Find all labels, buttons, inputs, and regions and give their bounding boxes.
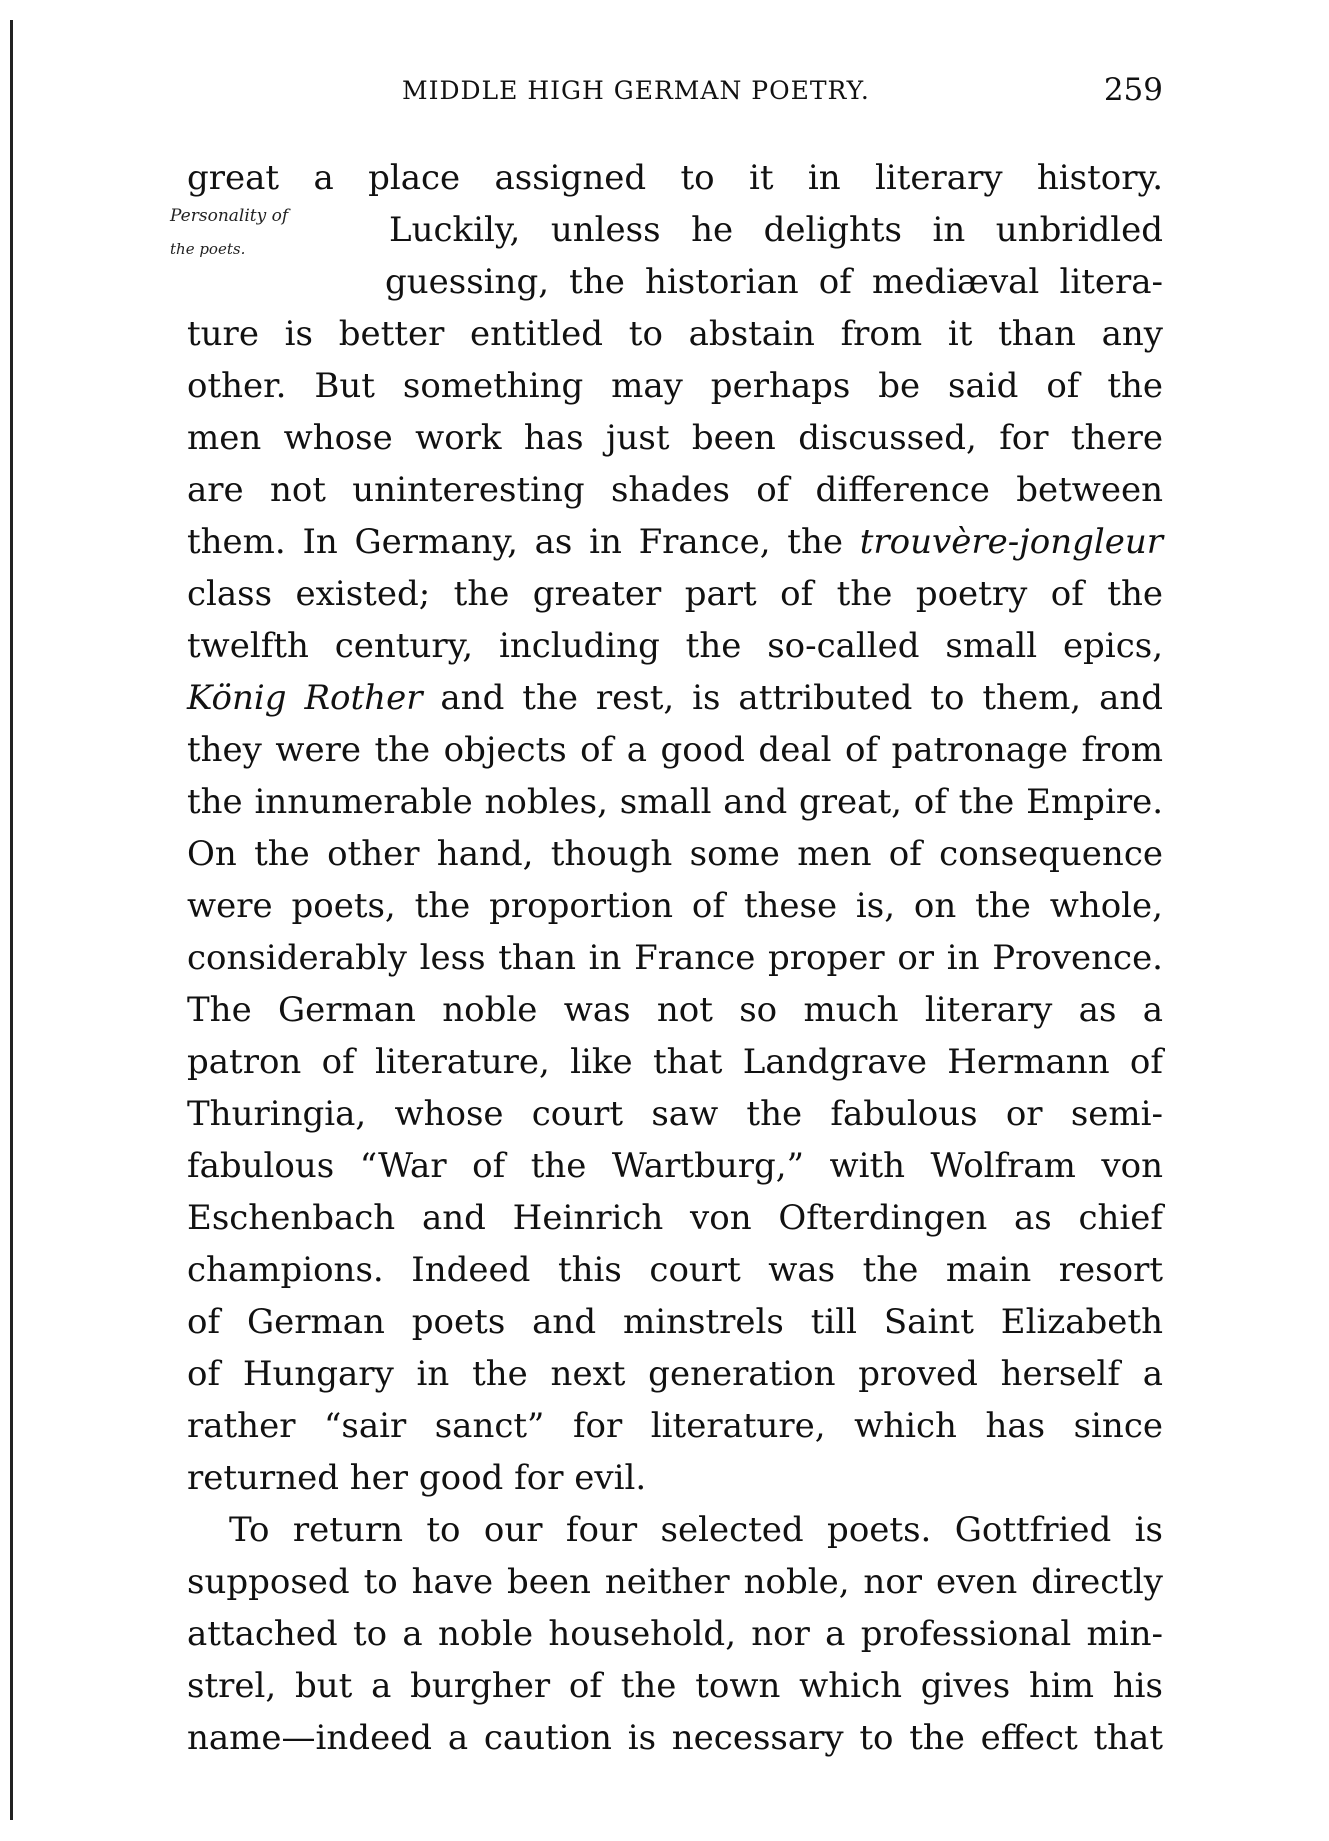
text-line: were poets, the proportion of these is, on the whole, [187, 886, 1163, 926]
text-line: Eschenbach and Heinrich von Ofterdingen as chief [187, 1198, 1163, 1238]
text-line: guessing, the historian of mediæval litera- [385, 262, 1163, 302]
paragraph-2 [187, 1504, 1163, 1764]
text-line: Luckily, unless he delights in unbridled [389, 210, 1163, 250]
text-span: them. In Germany, as in France, the [187, 522, 860, 562]
margin-note-line1: Personality of [170, 206, 289, 226]
text-line: strel, but a burgher of the town which gives him his [187, 1666, 1163, 1706]
text-line: rather “sair sanct” for literature, which has since [187, 1406, 1163, 1446]
text-line: To return to our four selected poets. Gottfried is [229, 1510, 1163, 1550]
body-text [187, 152, 1163, 1764]
italic-title: König Rother [187, 678, 423, 718]
text-line: supposed to have been neither noble, nor even directly [187, 1562, 1163, 1602]
text-line: The German noble was not so much literary as a [187, 990, 1163, 1030]
text-line: of Hungary in the next generation proved herself a [187, 1354, 1163, 1394]
text-line: great a place assigned to it in literary history. [187, 158, 1163, 198]
text-line: class existed; the greater part of the poetry of the [187, 574, 1163, 614]
text-line: they were the objects of a good deal of patronage from [187, 730, 1163, 770]
text-line: of German poets and minstrels till Saint Elizabeth [187, 1302, 1163, 1342]
paragraph-1 [187, 152, 1163, 1504]
text-line: champions. Indeed this court was the main resort [187, 1250, 1163, 1290]
text-line: patron of literature, like that Landgrave Hermann of [187, 1042, 1163, 1082]
text-span: and the rest, is attributed to them, and [422, 678, 1163, 718]
text-line: the innumerable nobles, small and great, of the Empire. [187, 782, 1163, 822]
text-line: are not uninteresting shades of difference between [187, 470, 1163, 510]
text-line [187, 672, 1163, 724]
page-header [187, 72, 1163, 112]
italic-title: trouvère-jongleur [859, 522, 1163, 562]
text-line: fabulous “War of the Wartburg,” with Wolfram von [187, 1146, 1163, 1186]
text-line: considerably less than in France proper or in Provence. [187, 938, 1163, 978]
running-title: MIDDLE HIGH GERMAN POETRY. [402, 76, 870, 105]
text-line: attached to a noble household, nor a professional min- [187, 1614, 1163, 1654]
text-line: returned her good for evil. [187, 1458, 647, 1498]
page-number: 259 [1103, 72, 1163, 108]
margin-note-line2: the poets. [170, 240, 246, 258]
text-line [187, 516, 1163, 568]
page-edge [10, 20, 13, 1820]
text-line: name—indeed a caution is necessary to the effect that [187, 1718, 1163, 1758]
text-line: On the other hand, though some men of consequence [187, 834, 1163, 874]
text-line: ture is better entitled to abstain from it than any [187, 314, 1163, 354]
text-line: other. But something may perhaps be said of the [187, 366, 1163, 406]
text-line: twelfth century, including the so-called small epics, [187, 626, 1163, 666]
text-line: men whose work has just been discussed, for there [187, 418, 1163, 458]
text-line: Thuringia, whose court saw the fabulous or semi- [187, 1094, 1163, 1134]
